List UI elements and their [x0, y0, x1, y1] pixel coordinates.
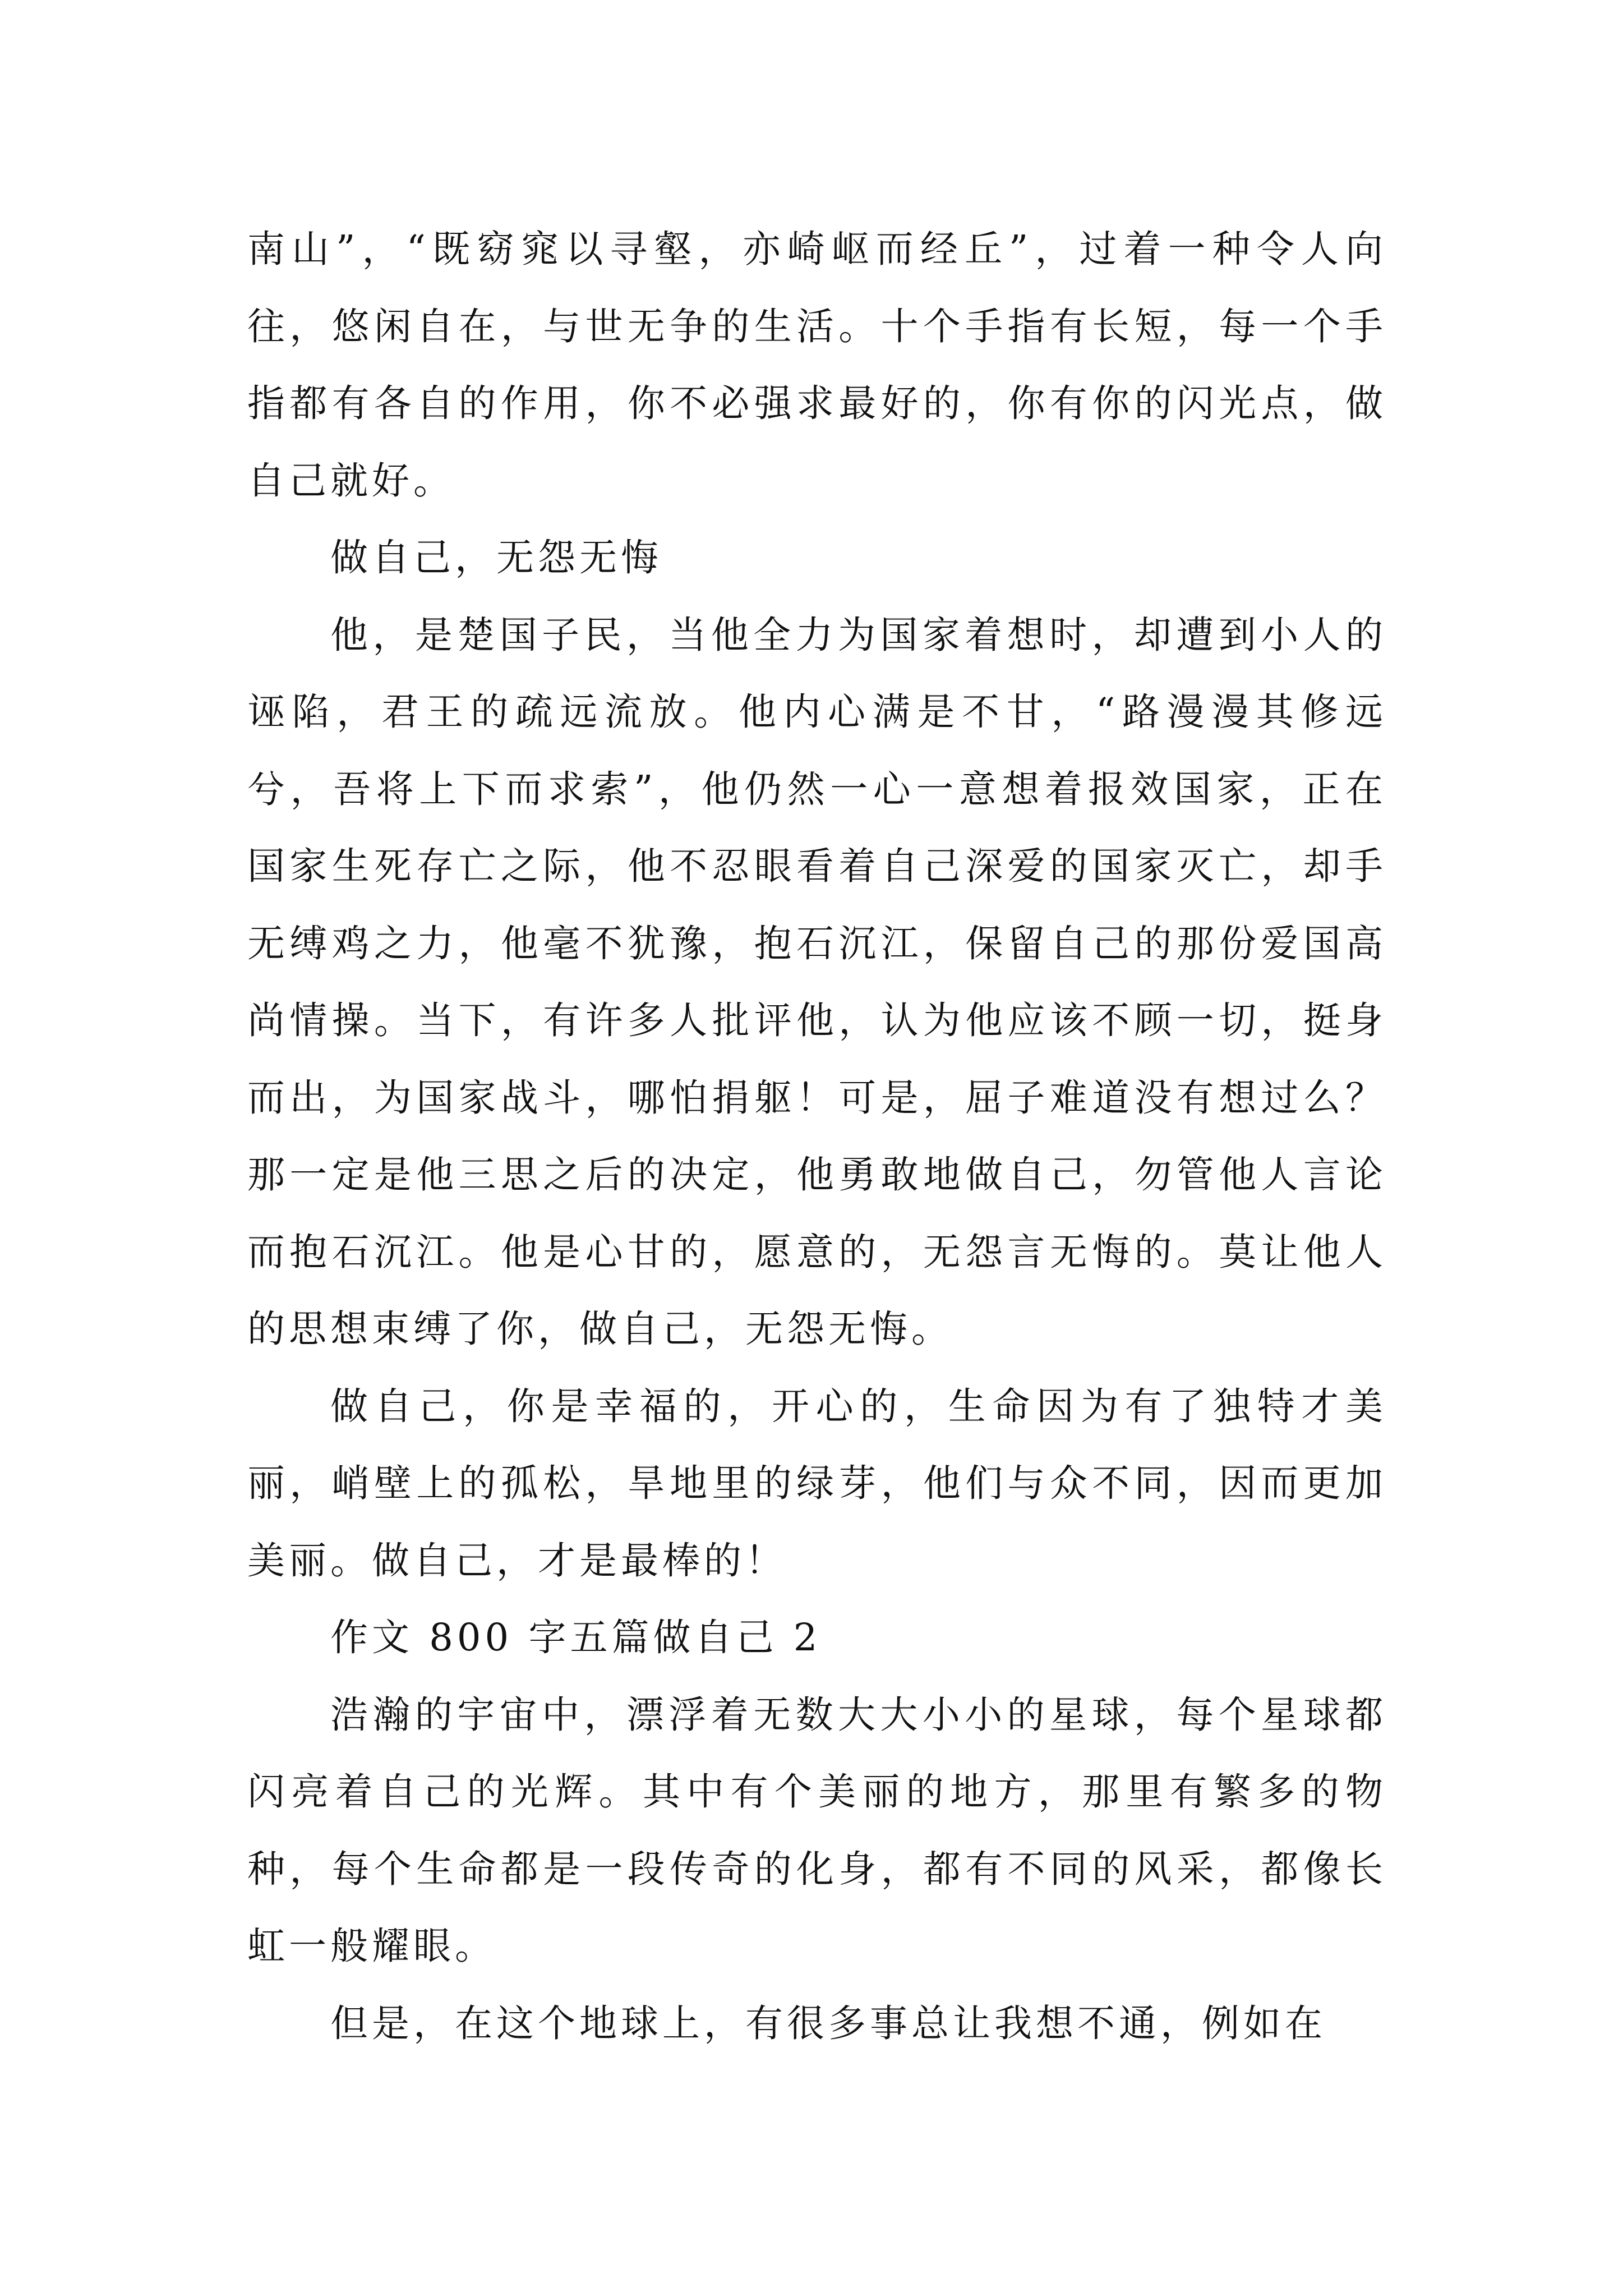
section-heading-no-regrets: 做自己，无怨无悔 — [330, 536, 662, 579]
essay-title-2: 作文 800 字五篇做自己 2 — [330, 1616, 822, 1659]
document-body — [247, 211, 1387, 2062]
paragraph-but-on-earth: 但是，在这个地球上，有很多事总让我想不通，例如在 — [330, 2001, 1326, 2045]
paragraph-qu-yuan: 他，是楚国子民，当他全力为国家着想时，却遭到小人的诬陷，君王的疏远流放。他内心满是不甘，“路漫漫其修远兮，吾将上下而求索”，他仍然一心一意想着报效国家，正在国家生死存亡之际，他不忍眼看着自己深爱的国家灭亡，却手无缚鸡之力，他毫不犹豫，抱石沉江，保留自己的那份爱国高尚情操。当下，有许多人批评他，认为他应该不顾一切，挺身而出，为国家战斗，哪怕捐躯！可是，屈子难道没有想过么？那一定是他三思之后的决定，他勇敢地做自己，勿管他人言论而抱石沉江。他是心甘的，愿意的，无怨言无悔的。莫让他人的思想束缚了你，做自己，无怨无悔。 — [247, 613, 1387, 1351]
paragraph-universe: 浩瀚的宇宙中，漂浮着无数大大小小的星球，每个星球都闪亮着自己的光辉。其中有个美丽的地方，那里有繁多的物种，每个生命都是一段传奇的化身，都有不同的风采，都像长虹一般耀眼。 — [247, 1692, 1387, 1968]
paragraph-be-yourself-happy: 做自己，你是幸福的，开心的，生命因为有了独特才美丽，峭壁上的孤松，旱地里的绿芽，他们与众不同，因而更加美丽。做自己，才是最棒的！ — [247, 1384, 1387, 1582]
paragraph-continued-intro: 南山”，“既窈窕以寻壑，亦崎岖而经丘”，过着一种令人向往，悠闲自在，与世无争的生活。十个手指有长短，每一个手指都有各自的作用，你不必强求最好的，你有你的闪光点，做自己就好。 — [247, 227, 1387, 503]
